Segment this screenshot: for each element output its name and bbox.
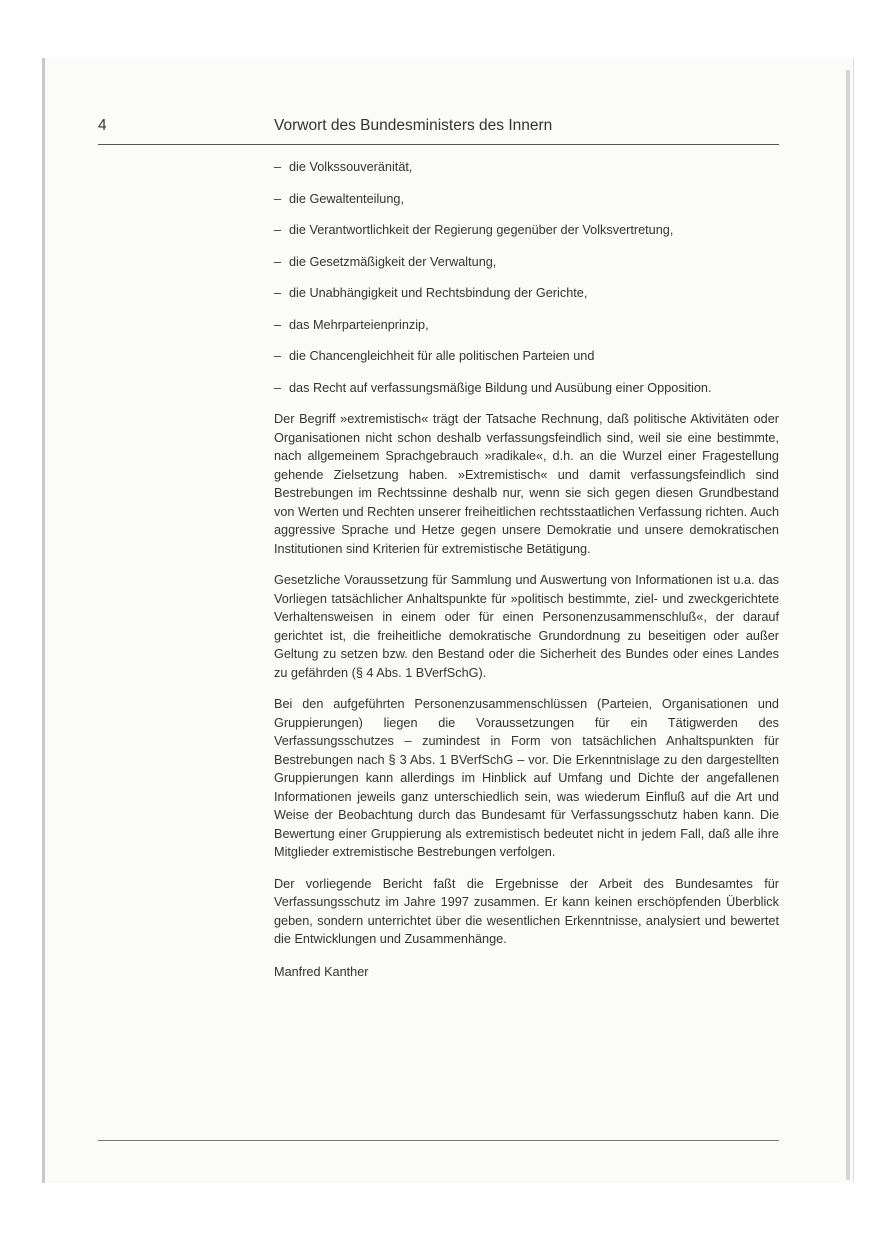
paragraph-report-summary: Der vorliegende Bericht faßt die Ergebnisse der Arbeit des Bundesamtes für Verfassungsschutz im Jahre 1997 zusammen. Er kann keinen erschöpfenden Überblick geben, sondern unterrichtet über die wesentlichen Erkenntnisse, analysiert und bewertet die Entwicklungen und Zusammenhänge. xyxy=(274,876,779,946)
list-item xyxy=(274,253,779,272)
list-item xyxy=(274,316,779,335)
list-item-text: die Chancengleichheit für alle politischen Parteien und xyxy=(289,349,595,363)
list-item-text: die Volkssouveränität, xyxy=(289,160,413,174)
dash-marker: – xyxy=(274,160,282,174)
paragraph-legal-basis: Gesetzliche Voraussetzung für Sammlung und Auswertung von Informationen ist u.a. das Vorliegen tatsächlicher Anhaltspunkte für »politisch bestimmte, ziel- und zweckgerichtete Verhaltensweisen in einem oder für einen Personenzusammenschluß«, der darauf gerichtet ist, die freiheitliche demokratische Grundordnung zu beseitigen oder außer Geltung zu setzen bzw. den Bestand oder die Sicherheit des Bundes oder eines Landes zu gefährden (§ 4 Abs. 1 BVerfSchG). xyxy=(274,573,779,680)
page-number: 4 xyxy=(98,117,107,134)
header-rule xyxy=(98,144,779,145)
list-item xyxy=(274,221,779,240)
page-edge xyxy=(846,70,850,1180)
list-item xyxy=(274,190,779,209)
dash-marker: – xyxy=(274,286,282,300)
dash-marker: – xyxy=(274,191,282,206)
scan-margin-top xyxy=(0,0,892,58)
paragraph-observed-groups: Bei den aufgeführten Personenzusammenschlüssen (Parteien, Organisationen und Gruppierungen) liegen die Voraussetzungen für ein Tätigwerden des Verfassungsschutzes – zumindest in Form von tatsächlichen Anhaltspunkten für Bestrebungen nach § 3 Abs. 1 BVerfSchG – vor. Die Erkenntnislage zu den dargestellten Gruppierungen kann allerdings im Hinblick auf Umfang und Dichte der angefallenen Informationen jeweils ganz unterschiedlich sein, was wiederum Einfluß auf die Art und Weise der Beobachtung durch das Bundesamt für Verfassungsschutz haben kann. Die Bewertung einer Gruppierung als extremistisch bedeutet nicht in jedem Fall, daß alle ihre Mitglieder extremistische Bestrebungen verfolgen. xyxy=(274,697,779,859)
dash-marker: – xyxy=(274,223,282,237)
signature: Manfred Kanther xyxy=(274,964,369,979)
list-item-text: das Recht auf verfassungsmäßige Bildung und Ausübung einer Opposition. xyxy=(289,380,712,395)
dash-marker: – xyxy=(274,349,282,363)
body-text xyxy=(274,158,779,981)
running-header-title: Vorwort des Bundesministers des Innern xyxy=(274,117,553,134)
list-item-text: die Verantwortlichkeit der Regierung gegenüber der Volksvertretung, xyxy=(289,223,674,237)
list-item-text: das Mehrparteienprinzip, xyxy=(289,317,429,332)
dash-marker: – xyxy=(274,380,282,395)
dash-marker: – xyxy=(274,317,282,332)
list-item xyxy=(274,379,779,398)
list-item-text: die Gewaltenteilung, xyxy=(289,191,404,206)
list-item xyxy=(274,347,779,366)
list-item-text: die Gesetzmäßigkeit der Verwaltung, xyxy=(289,254,497,269)
list-item xyxy=(274,284,779,303)
list-item xyxy=(274,158,779,177)
dash-marker: – xyxy=(274,254,282,269)
paragraph-extremism-definition: Der Begriff »extremistisch« trägt der Tatsache Rechnung, daß politische Aktivitäten oder Organisationen nicht schon deshalb verfassungsfeindlich sind, weil sie eine bestimmte, nach allgemeinem Sprachgebrauch »radikale«, d.h. an die Wurzel einer Fragestellung gehende Zielsetzung haben. »Extremistisch« und damit verfassungsfeindlich sind Bestrebungen im Rechtssinne deshalb nur, wenn sie sich gegen diesen Grundbestand von Werten und Rechten unserer freiheitlichen rechtsstaatlichen Verfassung richten. Auch aggressive Sprache und Hetze gegen unsere Demokratie und unsere demokratischen Institutionen sind Kriterien für extremistische Betätigung. xyxy=(274,412,779,556)
list-item-text: die Unabhängigkeit und Rechtsbindung der Gerichte, xyxy=(289,286,588,300)
footer-rule xyxy=(98,1140,779,1141)
principles-list xyxy=(274,158,779,397)
